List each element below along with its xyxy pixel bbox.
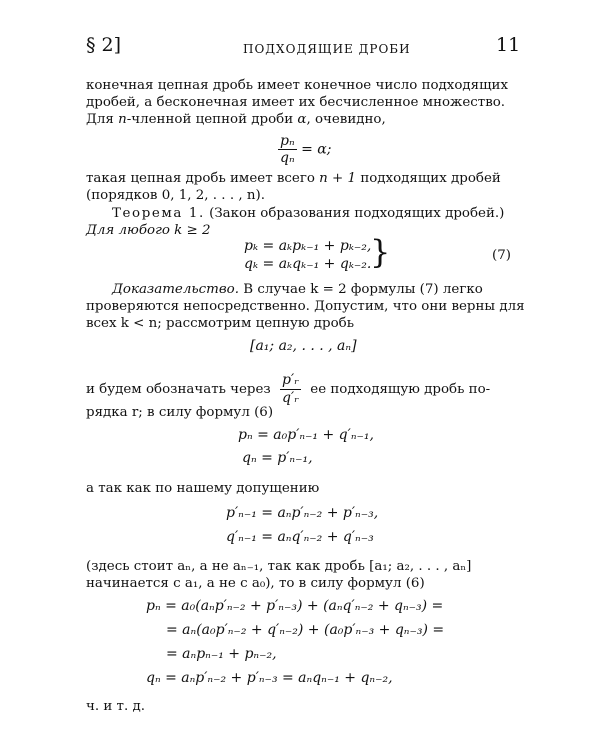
theorem-equation-q: qₖ = aₖqₖ₋₁ + qₖ₋₂.	[244, 256, 372, 272]
continued-fraction-expr: [a₁; a₂, . . . , aₙ]	[250, 338, 357, 354]
proof-line3: всех k < n; рассмотрим цепную дробь	[86, 316, 355, 331]
assumption-eq-q: q′ₙ₋₁ = aₙq′ₙ₋₂ + q′ₙ₋₃	[226, 529, 374, 545]
final-eq-line4: qₙ = aₙp′ₙ₋₂ + p′ₙ₋₃ = aₙqₙ₋₁ + qₙ₋₂,	[146, 670, 393, 686]
para1-line2: дробей, а бесконечная имеет их бесчисленное множество.	[86, 95, 506, 110]
qed-line: ч. и т. д.	[86, 699, 145, 714]
equation-pn-over-qn: $\frac{\text{pₙ}}{\text{qₙ}}$ = α;	[280, 133, 332, 166]
theorem-line1: Теорема 1. (Закон образования подходящих дробей.)	[112, 206, 505, 221]
equation-6-p: pₙ = a₀p′ₙ₋₁ + q′ₙ₋₁,	[238, 427, 374, 443]
section-marker: § 2]	[86, 34, 122, 56]
running-title: ПОДХОДЯЩИЕ ДРОБИ	[243, 42, 411, 56]
denote-line: и будем обозначать через $\frac{\text{p′ᵣ}}{\text{q′ᵣ}}$ ее подходящую дробь по-	[86, 372, 491, 406]
equation-number-7: (7)	[492, 248, 511, 263]
note-line2: начинается с a₁, а не с a₀), то в силу формул (6)	[86, 576, 425, 591]
equation-6-q: qₙ = p′ₙ₋₁,	[242, 450, 313, 466]
para2-line1: такая цепная дробь имеет всего n + 1 подходящих дробей	[86, 171, 501, 186]
final-eq-line3: = aₙpₙ₋₁ + pₙ₋₂,	[166, 646, 277, 662]
note-line1: (здесь стоит aₙ, а не aₙ₋₁, так как дробь [a₁; a₂, . . . , aₙ]	[86, 559, 472, 574]
order-line: рядка r; в силу формул (6)	[86, 405, 274, 420]
page-number: 11	[496, 34, 521, 56]
assumption-line: а так как по нашему допущению	[86, 481, 320, 496]
para1-line3: Для n-членной цепной дроби α, очевидно,	[86, 112, 386, 127]
proof-line1: Доказательство. В случае k = 2 формулы (7) легко	[112, 282, 483, 297]
assumption-eq-p: p′ₙ₋₁ = aₙp′ₙ₋₂ + p′ₙ₋₃,	[226, 505, 379, 521]
para1-line1: конечная цепная дробь имеет конечное число подходящих	[86, 78, 509, 93]
para2-line2: (порядков 0, 1, 2, . . . , n).	[86, 188, 265, 203]
final-eq-line2: = aₙ(a₀p′ₙ₋₂ + q′ₙ₋₂) + (a₀p′ₙ₋₃ + qₙ₋₃) =	[166, 622, 445, 638]
right-brace: }	[370, 233, 391, 271]
final-eq-line1: pₙ = a₀(aₙp′ₙ₋₂ + p′ₙ₋₃) + (aₙq′ₙ₋₂ + qₙ₋₃) =	[146, 598, 444, 614]
theorem-line2: Для любого k ≥ 2	[86, 223, 211, 238]
proof-line2: проверяются непосредственно. Допустим, что они верны для	[86, 299, 525, 314]
theorem-equation-p: pₖ = aₖpₖ₋₁ + pₖ₋₂,	[244, 238, 372, 254]
